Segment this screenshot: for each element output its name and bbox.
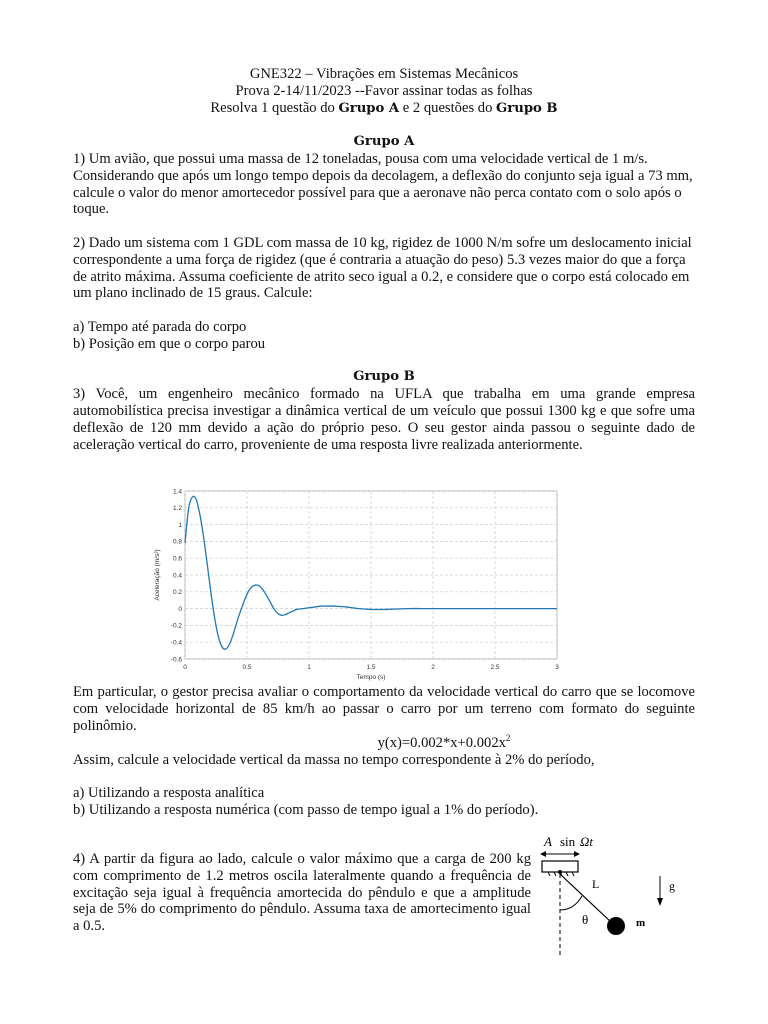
x-tick-label: 1 (307, 664, 311, 671)
pendulum-mass (607, 917, 625, 935)
question-1: 1) Um avião, que possui uma massa de 12 toneladas, pousa com uma velocidade vertical de 1 m/s. Considerando que após um longo tempo depois da decolagem, a deflexão do conjunto seja igual a 73 mm, calcule o valor do menor amortecedor possível para que a aeronave não perca contato com o solo após o toque. (73, 150, 693, 218)
question-2a: a) Tempo até parada do corpo (73, 318, 247, 335)
y-tick-label: 1.4 (172, 488, 182, 496)
instructions: Resolva 1 questão do Grupo A e 2 questões do Grupo B (210, 99, 558, 116)
question-3b: b) Utilizando a resposta numérica (com passo de tempo igual a 1% do período). (73, 801, 539, 818)
y-tick-label: -0.4 (170, 639, 182, 647)
x-tick-label: 3 (555, 664, 559, 671)
y-tick-label: 0.8 (172, 538, 182, 546)
pendulum-figure (538, 830, 688, 960)
excitation-arrow-right (574, 851, 580, 857)
excitation-label-omega: Ωt (580, 834, 594, 849)
y-tick-label: -0.2 (170, 622, 182, 630)
x-tick-label: 2 (431, 664, 435, 671)
question-2b: b) Posição em que o corpo parou (73, 335, 266, 352)
acceleration-chart (147, 483, 567, 683)
angle-label: θ (582, 912, 589, 927)
grupo-b-heading: Grupo B (353, 369, 415, 385)
y-axis-label: Aceleração (m/s²) (154, 549, 161, 601)
y-tick-label: 0 (178, 605, 182, 613)
gravity-label: g (669, 879, 675, 893)
angle-arc (560, 896, 582, 910)
polynomial-formula: $y(x)=0.002*x+0.002x^2$ (377, 732, 511, 751)
y-tick-label: 0.6 (172, 555, 182, 563)
y-tick-label: 0.4 (172, 572, 182, 580)
mass-label: m (636, 917, 646, 929)
question-3-ask: Assim, calcule a velocidade vertical da massa no tempo correspondente à 2% do período, (73, 751, 595, 768)
y-tick-label: 1.2 (172, 505, 182, 513)
x-tick-label: 0 (183, 664, 187, 671)
course-title: GNE322 – Vibrações em Sistemas Mecânicos (249, 66, 519, 82)
question-4: 4) A partir da figura ao lado, calcule o valor máximo que a carga de 200 kg com comprimento de 1.2 metros oscila lateralmente quando a frequência de excitação seja igual à frequência amortecida do pêndulo e que a amplitude seja de 5% do comprimento do pêndulo. Assuma taxa de amortecimento igual a 0.5. (73, 851, 531, 935)
x-axis-label: Tempo (s) (356, 674, 386, 681)
x-tick-label: 1.5 (366, 664, 376, 671)
question-2: 2) Dado um sistema com 1 GDL com massa de 10 kg, rigidez de 1000 N/m sofre um deslocamento inicial correspondente a uma força de rigidez (que é contraria a atuação do peso) 5.3 vezes maior do que a força de atrito máxima. Assuma coeficiente de atrito seco igual a 0.2, e considere que o corpo está colocado em um plano inclinado de 15 graus. Calcule: (73, 234, 692, 302)
y-tick-label: 0.2 (172, 589, 182, 597)
acceleration-chart-svg (147, 483, 567, 683)
x-tick-label: 2.5 (490, 664, 500, 671)
question-3a: a) Utilizando a resposta analítica (73, 785, 265, 802)
x-tick-label: 0.5 (242, 664, 252, 671)
question-3: 3) Você, um engenheiro mecânico formado na UFLA que trabalha em uma grande empresa automobilística precisa investigar a dinâmica vertical de um veículo que possui 1300 kg e que sofre uma deflexão de 120 mm devido a ação do próprio peso. O seu gestor ainda passou o seguinte dado de aceleração vertical do carro, proveniente de uma resposta livre realizada anteriormente. (73, 386, 695, 453)
gravity-arrowhead (657, 898, 663, 906)
pivot (558, 870, 562, 874)
exam-subtitle: Prova 2-14/11/2023 --Favor assinar todas as folhas (235, 82, 533, 99)
length-label: L (592, 877, 600, 891)
grupo-a-heading: Grupo A (353, 134, 415, 150)
excitation-arrow-left (540, 851, 546, 857)
question-3-continuation: Em particular, o gestor precisa avaliar o comportamento da velocidade vertical do carro que se locomove com velocidade horizontal de 85 km/h ao passar o carro por um terreno com formato do seguinte polinômio. (73, 684, 695, 734)
excitation-label-sin: sin (560, 834, 576, 849)
y-tick-label: 1 (178, 521, 182, 529)
excitation-label-a: A (544, 834, 552, 849)
exam-page (73, 66, 695, 819)
y-tick-label: -0.6 (170, 656, 182, 664)
